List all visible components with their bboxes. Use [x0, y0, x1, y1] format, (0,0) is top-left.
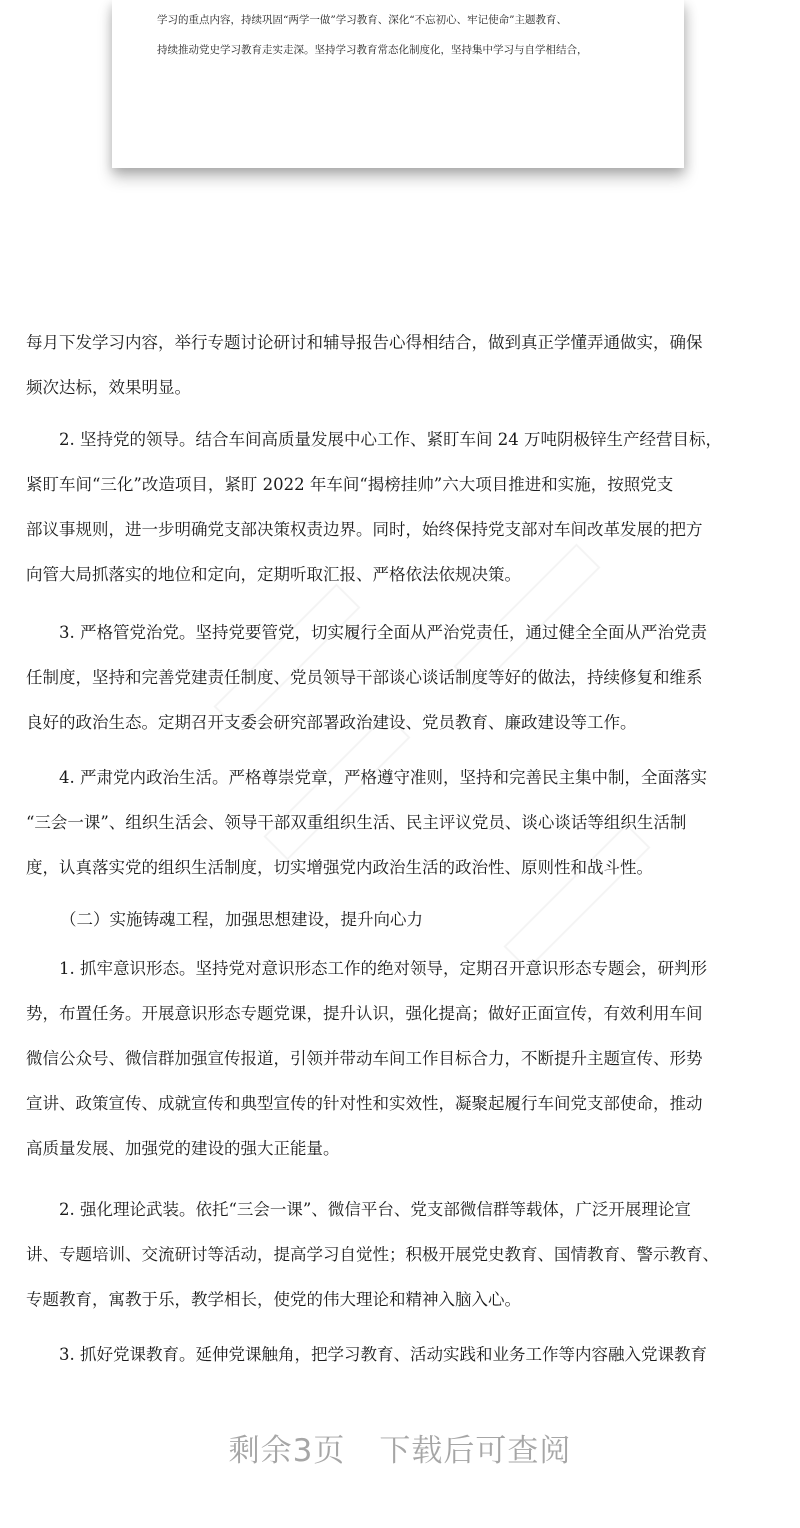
paragraph: 4. 严肃党内政治生活。严格尊崇党章，严格遵守准则，坚持和完善民主集中制，全面落实 “三会一课”、组织生活会、领导干部双重组织生活、民主评议党员、谈心谈话等组织生活制 度，认真落实党的组织生活制度，切实增强党内政治生活的政治性、原则性和战斗性。 — [26, 768, 707, 877]
section-heading: （二）实施铸魂工程，加强思想建设，提升向心力 — [60, 910, 423, 929]
remaining-pages-text: 剩余3页 — [228, 1433, 346, 1469]
paragraph: 1. 抓牢意识形态。坚持党对意识形态工作的绝对领导，定期召开意识形态专题会，研判形 势，布置任务。开展意识形态专题党课，提升认识，强化提高；做好正面宣传，有效利用车间 微信公众号、微信群加强宣传报道，引领并带动车间工作目标合力，不断提升主题宣传、形势 宣讲、政策宣传、成就宣传和典型宣传的针对性和实效性，凝聚起履行车间党支部使命，推动 高质量发展、加强党的建设的强大正能量。 — [26, 959, 707, 1158]
previous-page-card — [112, 0, 684, 168]
paragraph: 每月下发学习内容，举行专题讨论研讨和辅导报告心得相结合，做到真正学懂弄通做实，确保 频次达标，效果明显。 — [26, 333, 703, 397]
paragraph: 3. 抓好党课教育。延伸党课触角，把学习教育、活动实践和业务工作等内容融入党课教育 — [59, 1345, 707, 1364]
paragraph: 2. 坚持党的领导。结合车间高质量发展中心工作、紧盯车间 24 万吨阴极锌生产经营目标， 紧盯车间“三化”改造项目，紧盯 2022 年车间“揭榜挂帅”六大项目推进和实施，按照党支 部议事规则，进一步明确党支部决策权责边界。同时，始终保持党支部对车间改革发展的把方 向管大局抓落实的地位和定向，定期听取汇报、严格依法依规决策。 — [26, 430, 722, 584]
paragraph: 2. 强化理论武装。依托“三会一课”、微信平台、党支部微信群等载体，广泛开展理论宣 讲、专题培训、交流研讨等活动，提高学习自觉性；积极开展党史教育、国情教育、警示教育、 专题教育，寓教于乐，教学相长，使党的伟大理论和精神入脑入心。 — [26, 1200, 719, 1309]
download-hint-text: 下载后可查阅 — [379, 1433, 572, 1469]
remaining-pages-banner[interactable] — [0, 1425, 800, 1470]
previous-page-line: 持续推动党史学习教育走实走深。坚持学习教育常态化制度化，坚持集中学习与自学相结合， — [157, 44, 588, 56]
previous-page-line: 学习的重点内容，持续巩固“两学一做”学习教育、深化“不忘初心、牢记使命”主题教育、 — [157, 14, 567, 26]
paragraph: 3. 严格管党治党。坚持党要管党，切实履行全面从严治党责任，通过健全全面从严治党责 任制度，坚持和完善党建责任制度、党员领导干部谈心谈话制度等好的做法，持续修复和维系 良好的政治生态。定期召开支委会研究部署政治建设、党员教育、廉政建设等工作。 — [26, 623, 707, 732]
